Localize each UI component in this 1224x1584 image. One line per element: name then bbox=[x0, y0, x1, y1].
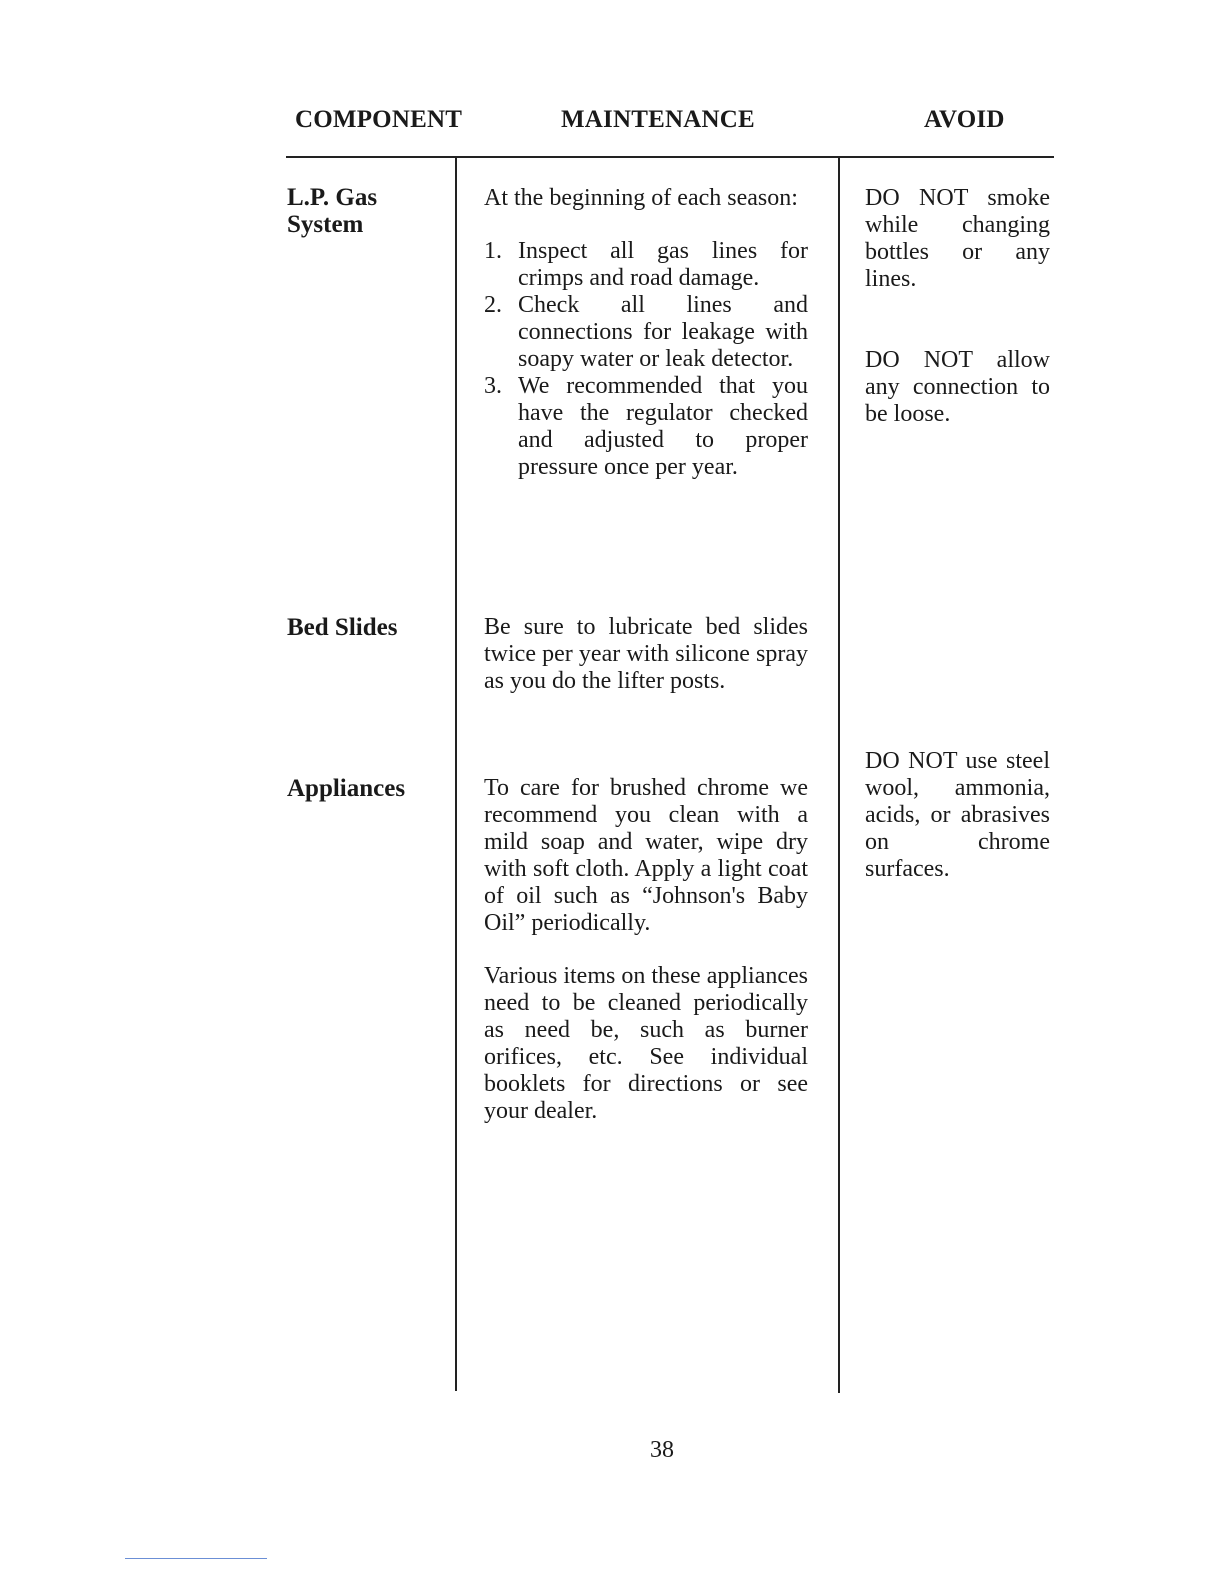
header-rule bbox=[286, 156, 1054, 158]
maintenance-steps bbox=[484, 238, 808, 481]
list-item-number: 2. bbox=[484, 292, 502, 318]
avoid-note: DO NOT use steel wool, ammonia, acids, or abrasives on chrome surfaces. bbox=[865, 748, 1050, 882]
component-label-line: L.P. Gas bbox=[287, 184, 378, 211]
column-divider-left bbox=[455, 157, 457, 1391]
avoid-note: DO NOT allow any connection to be loose. bbox=[865, 347, 1050, 427]
list-item bbox=[484, 238, 808, 292]
maintenance-bed-slides bbox=[484, 614, 808, 721]
list-item-text: We recommended that you have the regulator checked and adjusted to proper pressure once per year. bbox=[518, 373, 808, 480]
list-item-text: Check all lines and connections for leakage with soapy water or leak detector. bbox=[518, 292, 808, 372]
avoid-appliances bbox=[865, 748, 1050, 937]
list-item-number: 1. bbox=[484, 238, 502, 264]
component-lp-gas-system bbox=[287, 184, 447, 238]
component-label-line: System bbox=[287, 211, 364, 238]
maintenance-intro: At the beginning of each season: bbox=[484, 185, 798, 211]
maintenance-appliances bbox=[484, 775, 808, 1151]
maintenance-lp-gas-system bbox=[484, 185, 808, 481]
column-divider-right bbox=[838, 157, 840, 1393]
list-item-text: Inspect all gas lines for crimps and road damage. bbox=[518, 238, 808, 291]
maintenance-text: To care for brushed chrome we recommend you clean with a mild soap and water, wipe dry with soft cloth. Apply a light coat of oil such as “Johnson's Baby Oil” periodically. bbox=[484, 775, 808, 936]
component-bed-slides: Bed Slides bbox=[287, 614, 398, 641]
column-header-component: COMPONENT bbox=[295, 106, 463, 133]
maintenance-text: Various items on these appliances need to be cleaned periodically as need be, such as burner orifices, etc. See individual booklets for directions or see your dealer. bbox=[484, 963, 808, 1124]
page-number: 38 bbox=[650, 1437, 674, 1463]
component-appliances: Appliances bbox=[287, 775, 406, 802]
column-header-avoid: AVOID bbox=[924, 106, 1005, 133]
footer-rule bbox=[125, 1558, 267, 1559]
list-item-number: 3. bbox=[484, 373, 502, 399]
list-item bbox=[484, 292, 808, 373]
list-item bbox=[484, 373, 808, 481]
column-header-maintenance: MAINTENANCE bbox=[561, 106, 755, 133]
avoid-note: DO NOT smoke while changing bottles or any lines. bbox=[865, 185, 1050, 292]
maintenance-text: Be sure to lubricate bed slides twice per year with silicone spray as you do the lifter posts. bbox=[484, 614, 808, 694]
avoid-lp-gas-system bbox=[865, 185, 1050, 482]
